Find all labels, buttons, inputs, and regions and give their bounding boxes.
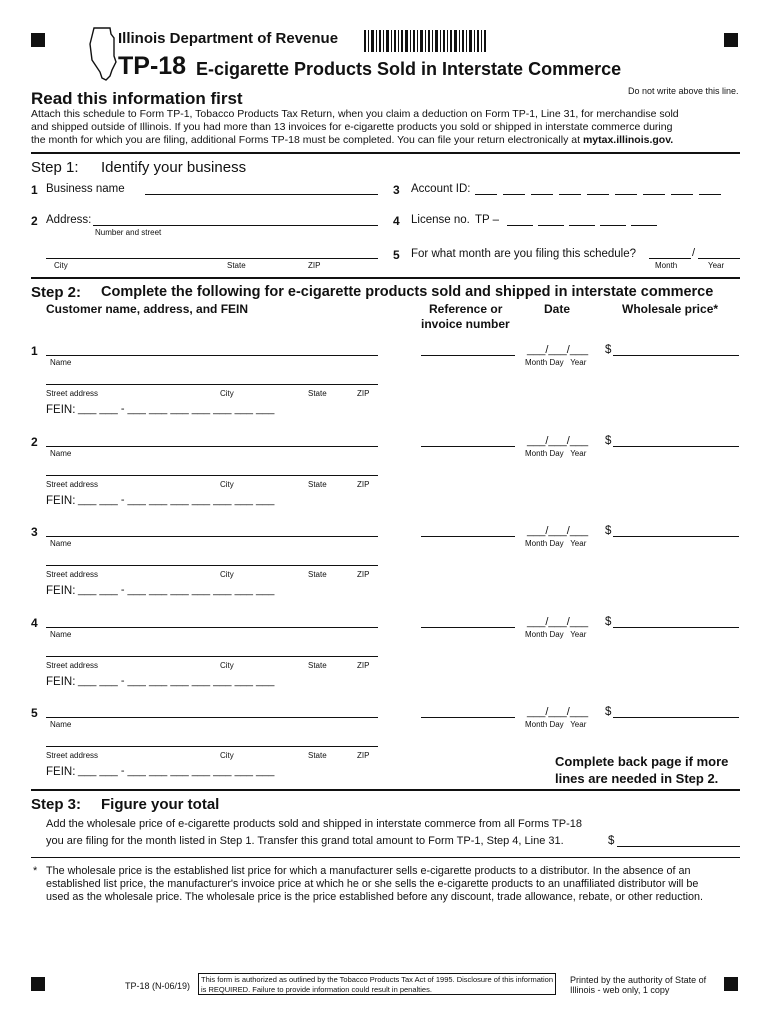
street-caption: Street address — [46, 661, 99, 670]
divider-step1 — [31, 277, 740, 279]
barcode-icon — [364, 30, 486, 52]
authority-box — [198, 973, 556, 995]
price-column-header: Wholesale price* — [622, 302, 719, 316]
intro-heading: Read this information first — [31, 89, 243, 108]
business-name-field[interactable] — [145, 194, 378, 195]
date-caption: Month Day Year — [525, 449, 587, 458]
step2-label: Step 2: — [31, 284, 82, 301]
grand-total-field[interactable] — [617, 846, 740, 847]
registration-mark-bottom-left — [31, 977, 45, 991]
account-id-label: Account ID: — [411, 183, 471, 195]
row-number: 4 — [31, 616, 38, 630]
zip-caption: ZIP — [357, 480, 370, 489]
step2-title: Complete the following for e-cigarette products sold and shipped in interstate commerce — [101, 284, 714, 300]
address-city-state-zip-field[interactable] — [46, 258, 378, 259]
street-address-field[interactable] — [46, 384, 378, 385]
date-field[interactable]: ___/___/___ — [527, 525, 589, 537]
filing-month-caption: Month — [655, 261, 678, 270]
state-caption: State — [308, 661, 327, 670]
fein-label: FEIN: — [46, 404, 76, 416]
field-3-number: 3 — [393, 183, 400, 197]
address-street-field[interactable] — [93, 225, 378, 226]
field-2-number: 2 — [31, 214, 38, 228]
back-page-note-2: lines are needed in Step 2. — [555, 771, 719, 786]
printed-line-2: Illinois - web only, 1 copy — [570, 985, 670, 995]
dollar-sign: $ — [605, 616, 612, 628]
back-page-note-1: Complete back page if more — [555, 754, 729, 769]
dollar-sign: $ — [605, 344, 612, 356]
reference-number-field[interactable] — [421, 536, 515, 537]
city-caption: City — [220, 570, 234, 579]
fein-label: FEIN: — [46, 495, 76, 507]
fein-field[interactable]: ___ ___ - ___ ___ ___ ___ ___ ___ ___ — [78, 403, 275, 415]
row-number: 1 — [31, 344, 38, 358]
intro-text-2: and shipped outside of Illinois. If you had more than 13 invoices for e-cigarette products you sold or shipped in interstate commerce during — [31, 121, 673, 133]
reference-number-field[interactable] — [421, 355, 515, 356]
form-number: TP-18 — [118, 52, 187, 80]
website-link[interactable]: mytax.illinois.gov. — [582, 134, 674, 146]
step3-label: Step 3: — [31, 796, 82, 813]
name-caption: Name — [50, 449, 72, 458]
agency-name: Illinois Department of Revenue — [118, 30, 339, 47]
date-column-header: Date — [544, 302, 571, 316]
street-address-field[interactable] — [46, 565, 378, 566]
customer-name-field[interactable] — [46, 355, 378, 356]
authority-line-2: is REQUIRED. Failure to provide information could result in penalties. — [201, 984, 432, 994]
wholesale-price-field[interactable] — [613, 627, 739, 628]
filing-month-label: For what month are you filing this schedule? — [411, 248, 637, 260]
reference-number-field[interactable] — [421, 627, 515, 628]
street-address-field[interactable] — [46, 746, 378, 747]
intro-text-1: Attach this schedule to Form TP-1, Tobacco Products Tax Return, when you claim a deduction on Form TP-1, Line 31, for merchandise sold — [31, 108, 679, 120]
address-zip-caption: ZIP — [308, 261, 321, 270]
date-field[interactable]: ___/___/___ — [527, 344, 589, 356]
name-caption: Name — [50, 358, 72, 367]
fein-field[interactable]: ___ ___ - ___ ___ ___ ___ ___ ___ ___ — [78, 675, 275, 687]
reference-column-header-1: Reference or — [429, 302, 503, 316]
name-caption: Name — [50, 720, 72, 729]
step3-title: Figure your total — [101, 796, 220, 813]
total-dollar-sign: $ — [608, 835, 615, 847]
date-caption: Month Day Year — [525, 630, 587, 639]
row-number: 2 — [31, 435, 38, 449]
license-label: License no. — [411, 214, 470, 226]
zip-caption: ZIP — [357, 570, 370, 579]
reference-number-field[interactable] — [421, 446, 515, 447]
wholesale-price-field[interactable] — [613, 536, 739, 537]
business-name-label: Business name — [46, 183, 125, 195]
customer-name-field[interactable] — [46, 446, 378, 447]
do-not-write-note: Do not write above this line. — [628, 86, 739, 96]
state-caption: State — [308, 480, 327, 489]
street-address-field[interactable] — [46, 656, 378, 657]
fein-label: FEIN: — [46, 676, 76, 688]
account-id-field[interactable] — [475, 194, 723, 195]
registration-mark-top-left — [31, 33, 45, 47]
wholesale-price-field[interactable] — [613, 717, 739, 718]
registration-mark-bottom-right — [724, 977, 738, 991]
divider-step2 — [31, 789, 740, 791]
printed-line-1: Printed by the authority of State of — [570, 975, 707, 985]
address-city-caption: City — [54, 261, 68, 270]
city-caption: City — [220, 751, 234, 760]
license-number-field[interactable] — [507, 225, 658, 226]
date-caption: Month Day Year — [525, 539, 587, 548]
footnote-line-3: used as the wholesale price. The wholesale price is the price established before any discount, trade allowance, rebate, or other reduction. — [46, 891, 703, 903]
wholesale-price-field[interactable] — [613, 355, 739, 356]
filing-slash: / — [692, 247, 696, 259]
dollar-sign: $ — [605, 435, 612, 447]
state-caption: State — [308, 389, 327, 398]
field-5-number: 5 — [393, 248, 400, 262]
city-caption: City — [220, 480, 234, 489]
street-caption: Street address — [46, 480, 99, 489]
filing-month-field[interactable] — [649, 258, 691, 259]
field-1-number: 1 — [31, 183, 38, 197]
wholesale-price-field[interactable] — [613, 446, 739, 447]
customer-name-field[interactable] — [46, 536, 378, 537]
street-caption: Street address — [46, 570, 99, 579]
address-label: Address: — [46, 214, 92, 226]
name-caption: Name — [50, 539, 72, 548]
date-field[interactable]: ___/___/___ — [527, 706, 589, 718]
zip-caption: ZIP — [357, 389, 370, 398]
fein-label: FEIN: — [46, 766, 76, 778]
zip-caption: ZIP — [357, 661, 370, 670]
date-caption: Month Day Year — [525, 358, 587, 367]
row-number: 5 — [31, 706, 38, 720]
reference-number-field[interactable] — [421, 717, 515, 718]
step1-title: Identify your business — [101, 159, 247, 176]
city-caption: City — [220, 389, 234, 398]
field-4-number: 4 — [393, 214, 400, 228]
footnote-line-2: established list price, the manufacturer's invoice price at which he or she sells the e-cigarette products to an unaffiliated distributor will be — [46, 878, 699, 890]
street-caption: Street address — [46, 751, 99, 760]
customer-name-field[interactable] — [46, 627, 378, 628]
registration-mark-top-right — [724, 33, 738, 47]
filing-year-field[interactable] — [698, 258, 740, 259]
divider-intro — [31, 152, 740, 154]
customer-column-header: Customer name, address, and FEIN — [46, 302, 249, 316]
step1-label: Step 1: — [31, 159, 79, 176]
intro-text-3-body: the month for which you are filing, additional Forms TP-18 must be completed. You can file your return electronically at — [31, 134, 581, 146]
license-prefix: TP – — [475, 214, 500, 226]
reference-column-header-2: invoice number — [421, 317, 510, 331]
fein-field[interactable]: ___ ___ - ___ ___ ___ ___ ___ ___ ___ — [78, 584, 275, 596]
form-title: E-cigarette Products Sold in Interstate Commerce — [196, 59, 622, 79]
customer-name-field[interactable] — [46, 717, 378, 718]
fein-field[interactable]: ___ ___ - ___ ___ ___ ___ ___ ___ ___ — [78, 765, 275, 777]
step3-text-1: Add the wholesale price of e-cigarette products sold and shipped in interstate commerce from all Forms TP-18 — [46, 818, 582, 830]
date-field[interactable]: ___/___/___ — [527, 435, 589, 447]
address-street-caption: Number and street — [95, 228, 162, 237]
authority-line-1: This form is authorized as outlined by the Tobacco Products Tax Act of 1995. Disclosure of this information — [201, 975, 553, 984]
date-caption: Month Day Year — [525, 720, 587, 729]
street-address-field[interactable] — [46, 475, 378, 476]
row-number: 3 — [31, 525, 38, 539]
illinois-state-icon — [88, 26, 118, 82]
intro-text-3 — [31, 134, 673, 146]
state-caption: State — [308, 751, 327, 760]
zip-caption: ZIP — [357, 751, 370, 760]
filing-year-caption: Year — [708, 261, 725, 270]
city-caption: City — [220, 661, 234, 670]
state-caption: State — [308, 570, 327, 579]
footnote-line-1: The wholesale price is the established list price for which a manufacturer sells e-cigarette products to a distributor. In the absence of an — [46, 865, 691, 877]
fein-field[interactable]: ___ ___ - ___ ___ ___ ___ ___ ___ ___ — [78, 494, 275, 506]
footnote-star: * — [33, 865, 38, 877]
step3-text-2: you are filing for the month listed in Step 1. Transfer this grand total amount to Form TP-1, Step 4, Line 31. — [46, 835, 564, 847]
fein-label: FEIN: — [46, 585, 76, 597]
dollar-sign: $ — [605, 706, 612, 718]
street-caption: Street address — [46, 389, 99, 398]
date-field[interactable]: ___/___/___ — [527, 616, 589, 628]
dollar-sign: $ — [605, 525, 612, 537]
address-state-caption: State — [227, 261, 246, 270]
name-caption: Name — [50, 630, 72, 639]
divider-step3 — [31, 857, 740, 858]
form-id: TP-18 (N-06/19) — [125, 981, 191, 991]
